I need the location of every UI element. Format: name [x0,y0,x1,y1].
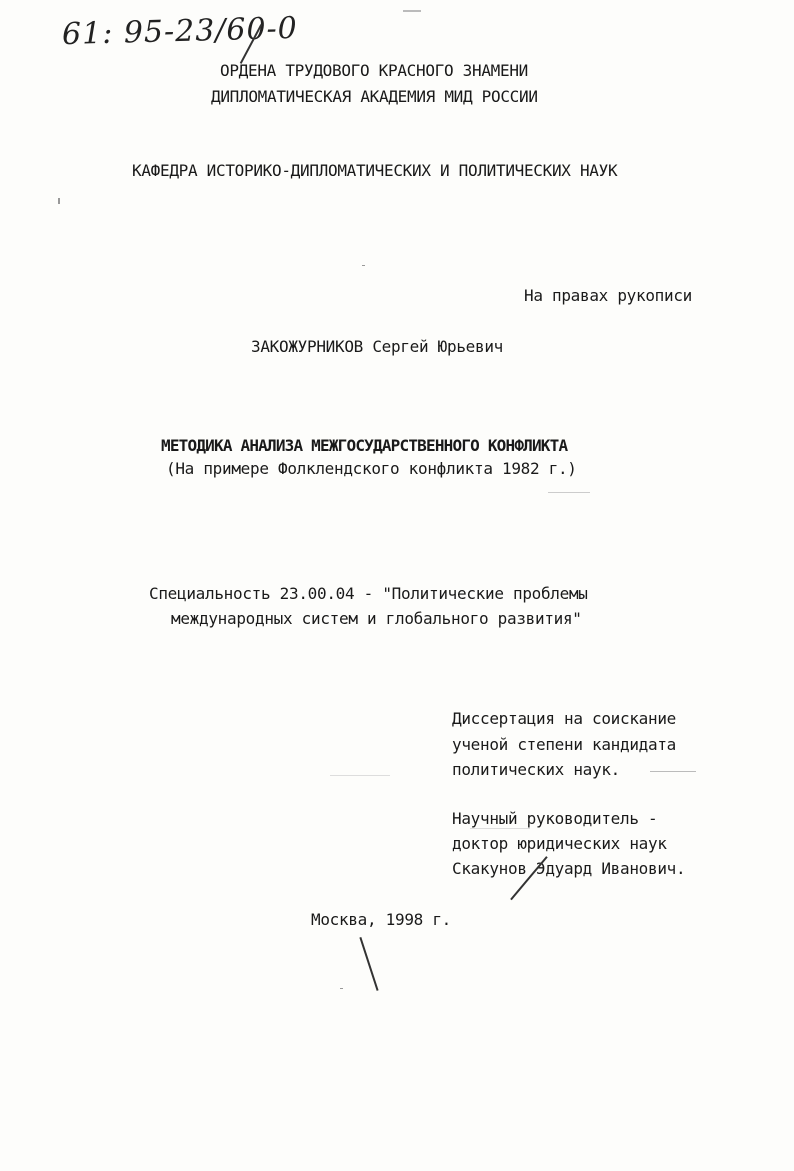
dissertation-note-line-2: ученой степени кандидата [452,735,676,754]
department-line: КАФЕДРА ИСТОРИКО-ДИПЛОМАТИЧЕСКИХ И ПОЛИТИЧЕСКИХ НАУК [132,161,618,180]
scan-speck [58,198,60,204]
dissertation-title: МЕТОДИКА АНАЛИЗА МЕЖГОСУДАРСТВЕННОГО КОНФЛИКТА [161,436,568,455]
scan-speck [548,492,590,493]
supervisor-line-3: Скакунов Эдуард Иванович. [452,859,686,878]
scan-speck [340,988,343,989]
dissertation-subtitle: (На примере Фолклендского конфликта 1982 г.) [166,459,577,478]
institution-academy-line: ДИПЛОМАТИЧЕСКАЯ АКАДЕМИЯ МИД РОССИИ [211,87,538,106]
scan-speck [330,775,390,776]
pen-stroke-bottom [359,937,378,991]
handwritten-catalog-code: 61: 95-23/60-0 [61,10,299,53]
dissertation-note-line-3: политических наук. [452,760,620,779]
scan-speck [362,265,365,266]
place-and-year: Москва, 1998 г. [311,910,451,929]
author-name: ЗАКОЖУРНИКОВ Сергей Юрьевич [251,337,503,356]
scan-speck [650,771,696,772]
specialty-line-2: международных систем и глобального развития" [171,609,582,628]
supervisor-line-1: Научный руководитель - [452,809,658,828]
manuscript-rights-note: На правах рукописи [524,286,692,305]
supervisor-line-2: доктор юридических наук [452,834,667,853]
institution-order-line: ОРДЕНА ТРУДОВОГО КРАСНОГО ЗНАМЕНИ [220,61,528,80]
scan-speck [470,828,530,829]
scan-speck [403,10,421,12]
specialty-line-1: Специальность 23.00.04 - "Политические проблемы [149,584,588,603]
dissertation-note-line-1: Диссертация на соискание [452,709,676,728]
